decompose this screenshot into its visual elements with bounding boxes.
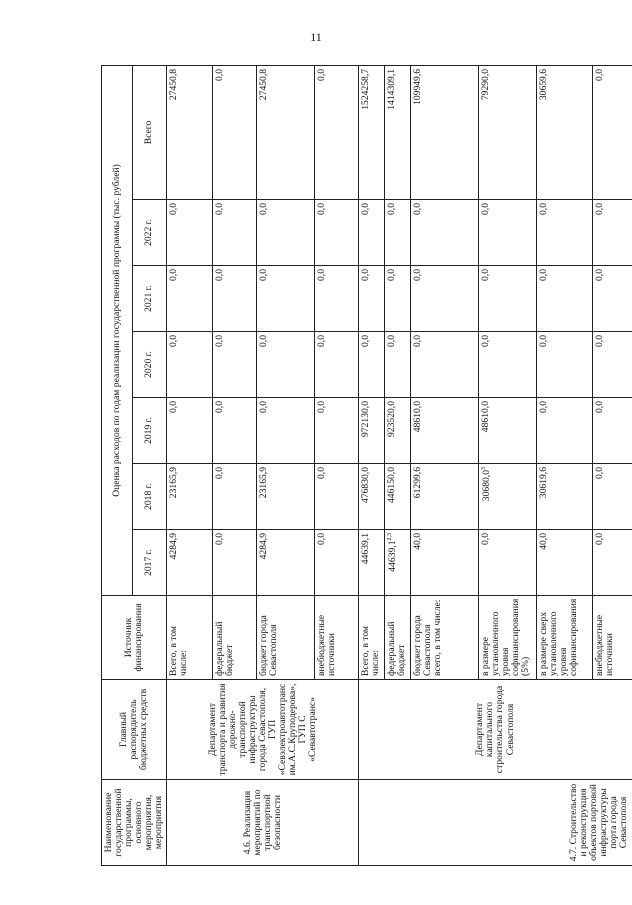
- value-cell: 446150,0: [384, 464, 410, 530]
- source-cell: бюджет города Севастополя всего, в том числе:: [410, 596, 478, 680]
- value-cell: 0,0: [410, 200, 478, 266]
- value-cell: 27450,8: [257, 65, 315, 199]
- admin-name: Департамент транспорта и развития дорожно-транспортной инфраструктуры города Севастополя, ГУП «Севэлектроавтотранс им.А.С.Круподерова», ГУП С «Севавтотранс»: [167, 680, 359, 780]
- page-number: 11: [310, 30, 322, 44]
- value-cell: 0,0: [257, 266, 315, 332]
- measure-name: 4.7. Строительство и реконструкция объектов портовой инфраструктуры порта города Севастополя: [359, 780, 632, 866]
- header-year-2017: 2017 г.: [132, 530, 167, 596]
- value-cell: 1524258,7: [359, 65, 384, 199]
- header-name: Наименование государственной программы, основного мероприятия, мероприятия: [102, 780, 167, 866]
- value-cell: 109949,6: [410, 65, 478, 199]
- value-cell: 0,0: [213, 266, 257, 332]
- value-text: 44639,1: [386, 540, 398, 572]
- value-cell: 0,0: [315, 464, 359, 530]
- value-cell: 30659,6: [536, 65, 592, 199]
- header-year-2020: 2020 г.: [132, 332, 167, 398]
- admin-name: Департамент капитального строительства города Севастополя: [359, 680, 632, 780]
- value-cell: 476830,0: [359, 464, 384, 530]
- value-cell: 0,0: [315, 332, 359, 398]
- value-cell: 0,0: [478, 200, 536, 266]
- header-source: Источник финансирования: [102, 596, 167, 680]
- value-cell: 0,0: [315, 65, 359, 199]
- source-cell: внебюджетные источники: [592, 596, 632, 680]
- value-cell: 0,0: [213, 464, 257, 530]
- header-admin: Главный распорядитель бюджетных средств: [102, 680, 167, 780]
- value-cell: 0,0: [359, 266, 384, 332]
- table-row: [359, 65, 384, 865]
- value-cell: 0,0: [167, 332, 213, 398]
- value-cell: 0,0: [478, 332, 536, 398]
- header-total: Всего: [132, 65, 167, 199]
- value-cell: 23165,9: [257, 464, 315, 530]
- value-cell: 4284,9: [167, 530, 213, 596]
- source-cell: внебюджетные источники: [315, 596, 359, 680]
- rotated-table-container: [101, 66, 630, 866]
- footnote-mark: 3: [480, 467, 487, 470]
- header-year-2022: 2022 г.: [132, 200, 167, 266]
- value-cell: 0,0: [213, 332, 257, 398]
- value-cell: 0,0: [359, 332, 384, 398]
- source-cell: Всего, в том числе:: [167, 596, 213, 680]
- value-cell: 0,0: [213, 530, 257, 596]
- value-cell: 0,0: [315, 266, 359, 332]
- value-cell: 0,0: [536, 266, 592, 332]
- value-cell: 0,0: [167, 266, 213, 332]
- value-cell: 0,0: [384, 266, 410, 332]
- header-estimate: Оценка расходов по годам реализации государственной программы (тыс. рублей): [102, 65, 133, 595]
- source-cell: Всего, в том числе:: [359, 596, 384, 680]
- value-cell: 0,0: [213, 200, 257, 266]
- budget-table: [101, 65, 632, 866]
- value-cell: 61299,6: [410, 464, 478, 530]
- value-cell: 79290,0: [478, 65, 536, 199]
- value-cell: 40,0: [536, 530, 592, 596]
- value-cell: 30619,6: [536, 464, 592, 530]
- value-cell: 0,0: [478, 530, 536, 596]
- value-cell: 0,0: [315, 530, 359, 596]
- value-cell: 0,0: [213, 65, 257, 199]
- value-cell: 4284,9: [257, 530, 315, 596]
- header-year-2018: 2018 г.: [132, 464, 167, 530]
- value-cell: 0,0: [592, 332, 632, 398]
- value-cell: 0,0: [384, 200, 410, 266]
- value-cell: 0,0: [592, 530, 632, 596]
- value-cell: 0,0: [410, 332, 478, 398]
- value-cell: 0,0: [592, 200, 632, 266]
- value-cell: 23165,9: [167, 464, 213, 530]
- value-cell: 0,0: [359, 200, 384, 266]
- value-cell: 0,0: [257, 332, 315, 398]
- table-row: [167, 65, 213, 865]
- header-year-2021: 2021 г.: [132, 266, 167, 332]
- value-cell: 0,0: [536, 398, 592, 464]
- value-cell: 0,0: [167, 398, 213, 464]
- value-cell: 48610,0: [410, 398, 478, 464]
- source-cell: в размере сверх установленного уровня софинансирования: [536, 596, 592, 680]
- value-cell: 0,0: [315, 200, 359, 266]
- value-cell: 40,0: [410, 530, 478, 596]
- value-cell: 0,0: [536, 332, 592, 398]
- value-cell: 0,0: [592, 398, 632, 464]
- value-cell: 1414309,1: [384, 65, 410, 199]
- value-cell: 0,0: [315, 398, 359, 464]
- value-cell: 0,0: [592, 464, 632, 530]
- measure-name: 4.6. Реализация мероприятий по транспортной безопасности: [167, 780, 359, 866]
- value-cell: 48610,0: [478, 398, 536, 464]
- value-cell: 0,0: [536, 200, 592, 266]
- value-cell: 0,0: [592, 65, 632, 199]
- value-cell: [384, 530, 410, 596]
- value-cell: 0,0: [592, 266, 632, 332]
- source-cell: бюджет города Севастополя: [257, 596, 315, 680]
- value-cell: 27450,8: [167, 65, 213, 199]
- value-cell: 923520,0: [384, 398, 410, 464]
- source-cell: в размере установленного уровня софинансирования (5%): [478, 596, 536, 680]
- value-cell: 0,0: [384, 332, 410, 398]
- header-year-2019: 2019 г.: [132, 398, 167, 464]
- value-cell: 0,0: [257, 398, 315, 464]
- source-cell: федеральный бюджет: [213, 596, 257, 680]
- value-cell: 0,0: [257, 200, 315, 266]
- value-text: 30680,0: [480, 470, 492, 502]
- value-cell: 0,0: [410, 266, 478, 332]
- value-cell: [478, 464, 536, 530]
- value-cell: 972130,0: [359, 398, 384, 464]
- value-cell: 0,0: [213, 398, 257, 464]
- value-cell: 0,0: [478, 266, 536, 332]
- value-cell: 0,0: [167, 200, 213, 266]
- footnote-mark: 2,3: [386, 533, 393, 541]
- value-cell: 44639,1: [359, 530, 384, 596]
- source-cell: федеральный бюджет: [384, 596, 410, 680]
